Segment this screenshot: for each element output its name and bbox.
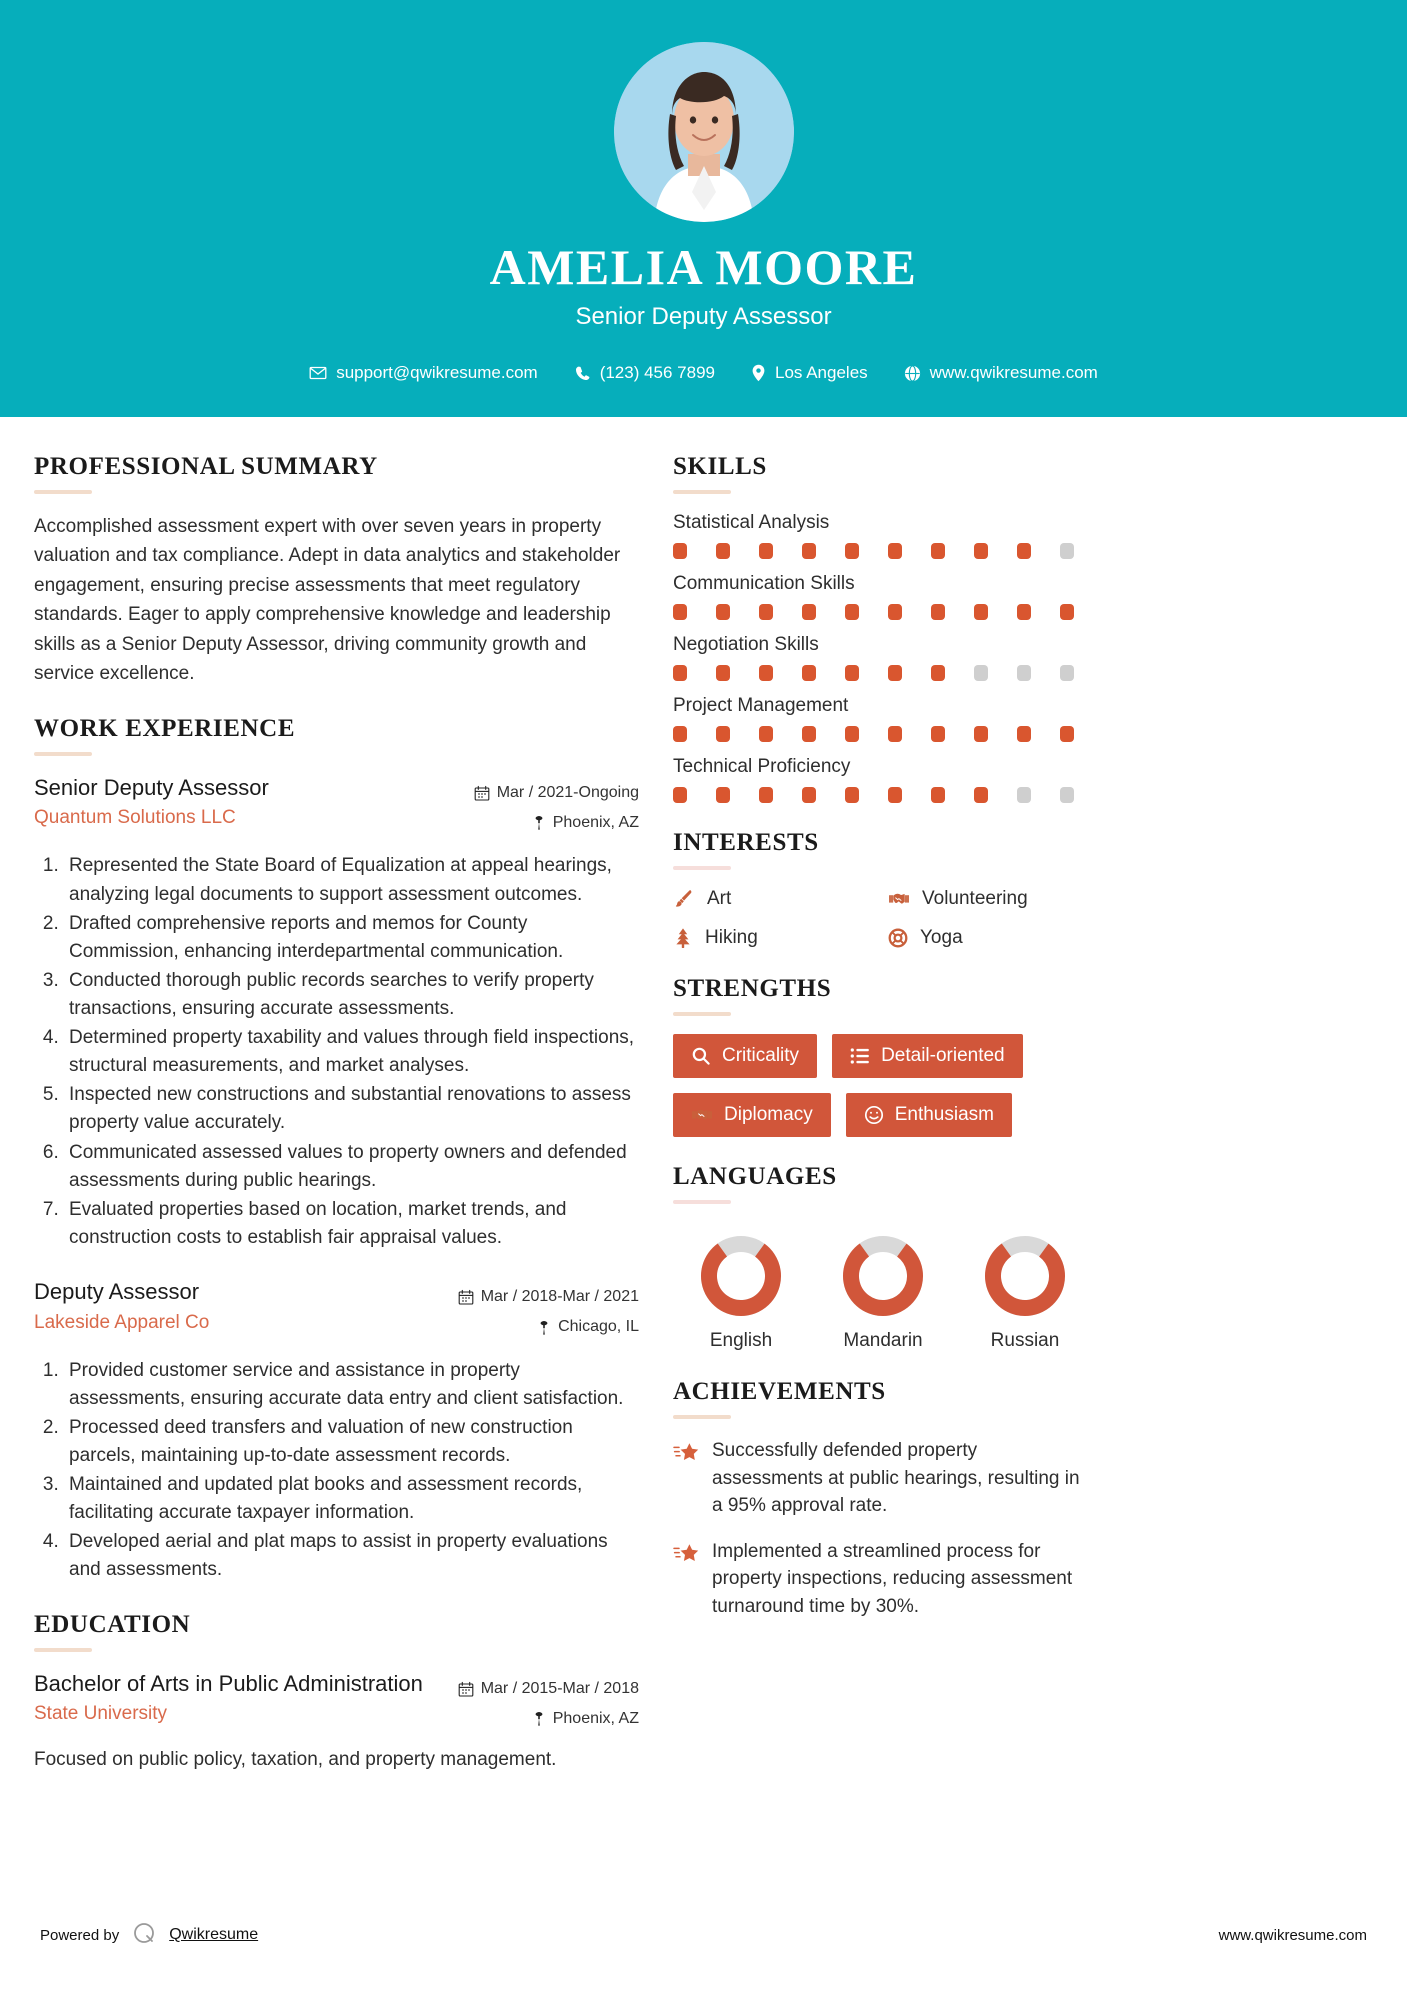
strength-chip[interactable] [846,1093,1012,1137]
interest-label: Hiking [705,927,758,948]
skill-name: Statistical Analysis [673,512,830,533]
job-company: Lakeside Apparel Co [34,1311,210,1333]
education-dates-text: Mar / 2015-Mar / 2018 [480,1679,639,1697]
skill-level-dot [716,604,730,620]
skill-level-dot [888,787,902,803]
handshake-icon [691,1105,713,1125]
strength-label: Enthusiasm [894,1104,994,1125]
section-title-experience: WORK EXPERIENCE [34,714,296,742]
skill-level-dot [673,604,687,620]
section-title-summary: PROFESSIONAL SUMMARY [34,453,378,480]
job-bullet: 7. Evaluated properties based on location, market trends, and construction costs to establish fair appraisal values. [64,1196,639,1252]
skill-item [673,695,1093,742]
language-donut-chart [699,1234,783,1318]
skill-level-dot [1060,665,1074,681]
skill-level-dot [1017,604,1031,620]
resume-header [0,0,1407,417]
skill-level-dot [802,543,816,559]
achievement-item [673,1538,1093,1621]
skill-item [673,573,1093,620]
education-title-block [34,1670,458,1726]
skill-level-dot [931,726,945,742]
job-bullet: 1. Provided customer service and assistance in property assessments, ensuring accurate data entry and client satisfaction. [64,1357,639,1413]
skill-level-dot [888,726,902,742]
job-dates [474,778,639,808]
job-location [458,1312,639,1342]
skill-level-dot [673,665,687,681]
skill-level-dot [759,787,773,803]
interest-label: Art [707,888,732,909]
job-bullet: 4. Developed aerial and plat maps to assist in property evaluations and assessments. [64,1528,639,1584]
skill-level-meter [673,787,1093,803]
skill-level-dot [802,665,816,681]
contact-location-text: Los Angeles [775,363,868,382]
skill-level-dot [759,543,773,559]
job-role: Deputy Assessor [34,1278,200,1304]
strength-label: Diplomacy [724,1104,813,1125]
skill-name: Project Management [673,695,849,716]
section-interests [673,829,1093,949]
achievement-item [673,1437,1093,1520]
skill-item [673,512,1093,559]
skill-level-dot [845,726,859,742]
skill-level-dot [1060,543,1074,559]
section-education [34,1611,639,1775]
job-meta [458,1278,639,1343]
skill-level-dot [1060,604,1074,620]
interest-item [888,927,1093,949]
shooting-star-icon [673,1538,699,1564]
calendar-icon [458,1681,474,1697]
skill-name: Technical Proficiency [673,756,851,777]
skill-item [673,634,1093,681]
skill-level-meter [673,665,1093,681]
education-degree: Bachelor of Arts in Public Administration [34,1670,423,1696]
footer-brand-link[interactable]: Qwikresume [169,1926,259,1943]
job-dates [458,1282,639,1312]
job-bullets [34,1357,639,1585]
skill-level-dot [673,543,687,559]
skill-level-dot [802,787,816,803]
language-item [823,1234,943,1352]
interest-label: Yoga [920,927,963,948]
job-bullet: 2. Drafted comprehensive reports and memos for County Commission, enhancing interdepartmental communication. [64,910,639,966]
footer [0,1880,1407,1990]
resume-body [0,417,1407,1801]
job-entry [34,774,639,1252]
location-pin-icon [537,1320,551,1336]
achievement-text: Implemented a streamlined process for property inspections, reducing assessment turnaround time by 30%. [712,1540,1073,1617]
strength-label: Detail-oriented [881,1045,1005,1066]
footer-powered-label: Powered by [40,1926,120,1944]
skill-level-dot [888,604,902,620]
languages-list [673,1222,1093,1352]
job-location-text: Chicago, IL [558,1318,639,1336]
interest-label: Volunteering [922,888,1028,909]
skill-level-dot [974,604,988,620]
skill-level-meter [673,604,1093,620]
education-list [34,1670,639,1775]
candidate-job-title: Senior Deputy Assessor [575,303,832,330]
skill-level-dot [716,543,730,559]
section-rule [673,1200,731,1204]
section-rule [34,490,92,494]
skill-level-dot [802,604,816,620]
job-bullet: 5. Inspected new constructions and substantial renovations to assess property value accurately. [64,1081,639,1137]
skill-level-dot [931,665,945,681]
search-icon [691,1046,711,1066]
job-role: Senior Deputy Assessor [34,774,269,800]
paintbrush-icon [673,888,695,910]
job-bullet: 2. Processed deed transfers and valuation of new construction parcels, maintaining up-to-date assessment records. [64,1414,639,1470]
job-bullet: 6. Communicated assessed values to property owners and defended assessments during public hearings. [64,1139,639,1195]
section-strengths [673,975,1093,1137]
section-rule [673,1415,731,1419]
section-title-languages: LANGUAGES [673,1163,837,1190]
handshake-icon [888,889,910,909]
skill-level-dot [1017,787,1031,803]
globe-icon [904,365,921,382]
shooting-star-icon [673,1437,699,1463]
skill-level-dot [845,665,859,681]
contact-email-text: support@qwikresume.com [336,363,538,382]
section-rule [34,1648,92,1652]
skill-level-dot [974,726,988,742]
interest-item [673,888,878,910]
right-column [673,453,1093,1646]
strength-chip[interactable] [832,1034,1023,1078]
skill-level-dot [888,665,902,681]
job-title-block [34,774,474,830]
section-title-interests: INTERESTS [673,829,819,856]
footer-powered-by [40,1920,258,1950]
language-label: Russian [990,1330,1060,1351]
education-meta [458,1670,639,1735]
skill-level-dot [716,726,730,742]
section-achievements [673,1378,1093,1620]
strength-chip[interactable] [673,1093,831,1137]
section-languages [673,1163,1093,1352]
strength-chip[interactable] [673,1034,817,1078]
contact-row [0,363,1407,383]
left-column [34,453,639,1801]
job-bullet: 1. Represented the State Board of Equalization at appeal hearings, analyzing legal documents to support assessment outcomes. [64,852,639,908]
education-school: State University [34,1703,168,1725]
skill-level-dot [1060,787,1074,803]
strengths-list [673,1034,1093,1137]
job-bullets [34,852,639,1252]
candidate-name: AMELIA MOORE [489,239,918,295]
skill-level-dot [1017,726,1031,742]
job-header [34,1278,639,1343]
skill-level-dot [974,543,988,559]
envelope-icon [309,364,327,382]
tree-icon [673,927,693,949]
profile-photo-icon [614,42,794,222]
skill-level-dot [802,726,816,742]
qwikresume-logo-icon [131,1920,157,1950]
contact-email[interactable] [291,363,556,383]
section-rule [673,490,731,494]
location-pin-icon [751,364,766,382]
skill-level-dot [845,787,859,803]
contact-website-text: www.qwikresume.com [929,363,1098,382]
language-item [965,1234,1085,1352]
education-entry [34,1670,639,1775]
section-work-experience [34,715,639,1585]
education-description: Focused on public policy, taxation, and property management. [34,1749,557,1771]
achievements-list [673,1437,1093,1620]
job-company: Quantum Solutions LLC [34,807,236,829]
language-donut-chart [983,1234,1067,1318]
smiley-icon [864,1105,884,1125]
skill-level-dot [716,665,730,681]
section-skills [673,453,1093,803]
interest-item [673,927,878,949]
skill-level-dot [888,543,902,559]
job-dates-text: Mar / 2018-Mar / 2021 [480,1287,639,1305]
lifebuoy-icon [888,928,908,948]
interest-item [888,888,1093,910]
skill-level-dot [759,604,773,620]
language-label: Mandarin [843,1330,923,1351]
skill-level-meter [673,726,1093,742]
job-title-block [34,1278,458,1334]
skill-level-dot [931,543,945,559]
skill-level-dot [931,604,945,620]
skill-item [673,756,1093,803]
job-entry [34,1278,639,1585]
skill-level-dot [974,787,988,803]
skill-level-dot [974,665,988,681]
phone-icon [574,365,591,382]
skill-name: Communication Skills [673,573,855,594]
footer-website[interactable]: www.qwikresume.com [1218,1926,1367,1944]
language-label: English [709,1330,773,1351]
section-rule [673,866,731,870]
education-location [458,1704,639,1734]
job-dates-text: Mar / 2021-Ongoing [496,783,639,801]
skill-level-dot [845,604,859,620]
avatar [614,42,794,222]
list-icon [850,1047,870,1065]
location-pin-icon [532,1711,546,1727]
skill-level-dot [931,787,945,803]
section-title-achievements: ACHIEVEMENTS [673,1378,886,1405]
contact-website[interactable] [886,363,1116,383]
contact-phone-text: (123) 456 7899 [599,363,716,382]
section-rule [673,1012,731,1016]
skill-level-dot [759,726,773,742]
section-professional-summary [34,453,639,689]
skill-level-dot [673,726,687,742]
contact-phone[interactable] [556,363,733,383]
education-dates [458,1674,639,1704]
job-meta [474,774,639,839]
calendar-icon [458,1289,474,1305]
skill-level-dot [673,787,687,803]
summary-text: Accomplished assessment expert with over seven years in property valuation and tax compliance. Adept in data analytics and stakeholder engagement, ensuring precise assessments that meet regulatory standards. Eager to apply comprehensive knowledge and leadership skills as a Senior Deputy Assessor, driving community growth and service excellence. [34,516,621,685]
strength-label: Criticality [722,1045,800,1066]
contact-location[interactable] [733,363,886,383]
skill-level-dot [1017,665,1031,681]
skills-list [673,512,1093,803]
skill-level-dot [716,787,730,803]
education-header [34,1670,639,1735]
interests-list [673,888,1093,949]
job-bullet: 3. Conducted thorough public records searches to verify property transactions, ensuring accurate assessments. [64,967,639,1023]
skill-level-dot [1017,543,1031,559]
language-donut-chart [841,1234,925,1318]
section-title-strengths: STRENGTHS [673,975,832,1002]
job-location-text: Phoenix, AZ [552,814,639,832]
job-location [474,808,639,838]
education-location-text: Phoenix, AZ [552,1709,639,1727]
section-title-education: EDUCATION [34,1610,191,1638]
skill-name: Negotiation Skills [673,634,819,655]
calendar-icon [474,785,490,801]
section-rule [34,752,92,756]
skill-level-dot [1060,726,1074,742]
language-item [681,1234,801,1352]
job-bullet: 3. Maintained and updated plat books and assessment records, facilitating accurate taxpayer information. [64,1471,639,1527]
job-header [34,774,639,839]
location-pin-icon [532,815,546,831]
skill-level-meter [673,543,1093,559]
skill-level-dot [759,665,773,681]
jobs-list [34,774,639,1585]
job-bullet: 4. Determined property taxability and values through field inspections, structural measurements, and market analyses. [64,1024,639,1080]
skill-level-dot [845,543,859,559]
section-title-skills: SKILLS [673,453,767,480]
achievement-text: Successfully defended property assessments at public hearings, resulting in a 95% approval rate. [712,1440,1080,1517]
